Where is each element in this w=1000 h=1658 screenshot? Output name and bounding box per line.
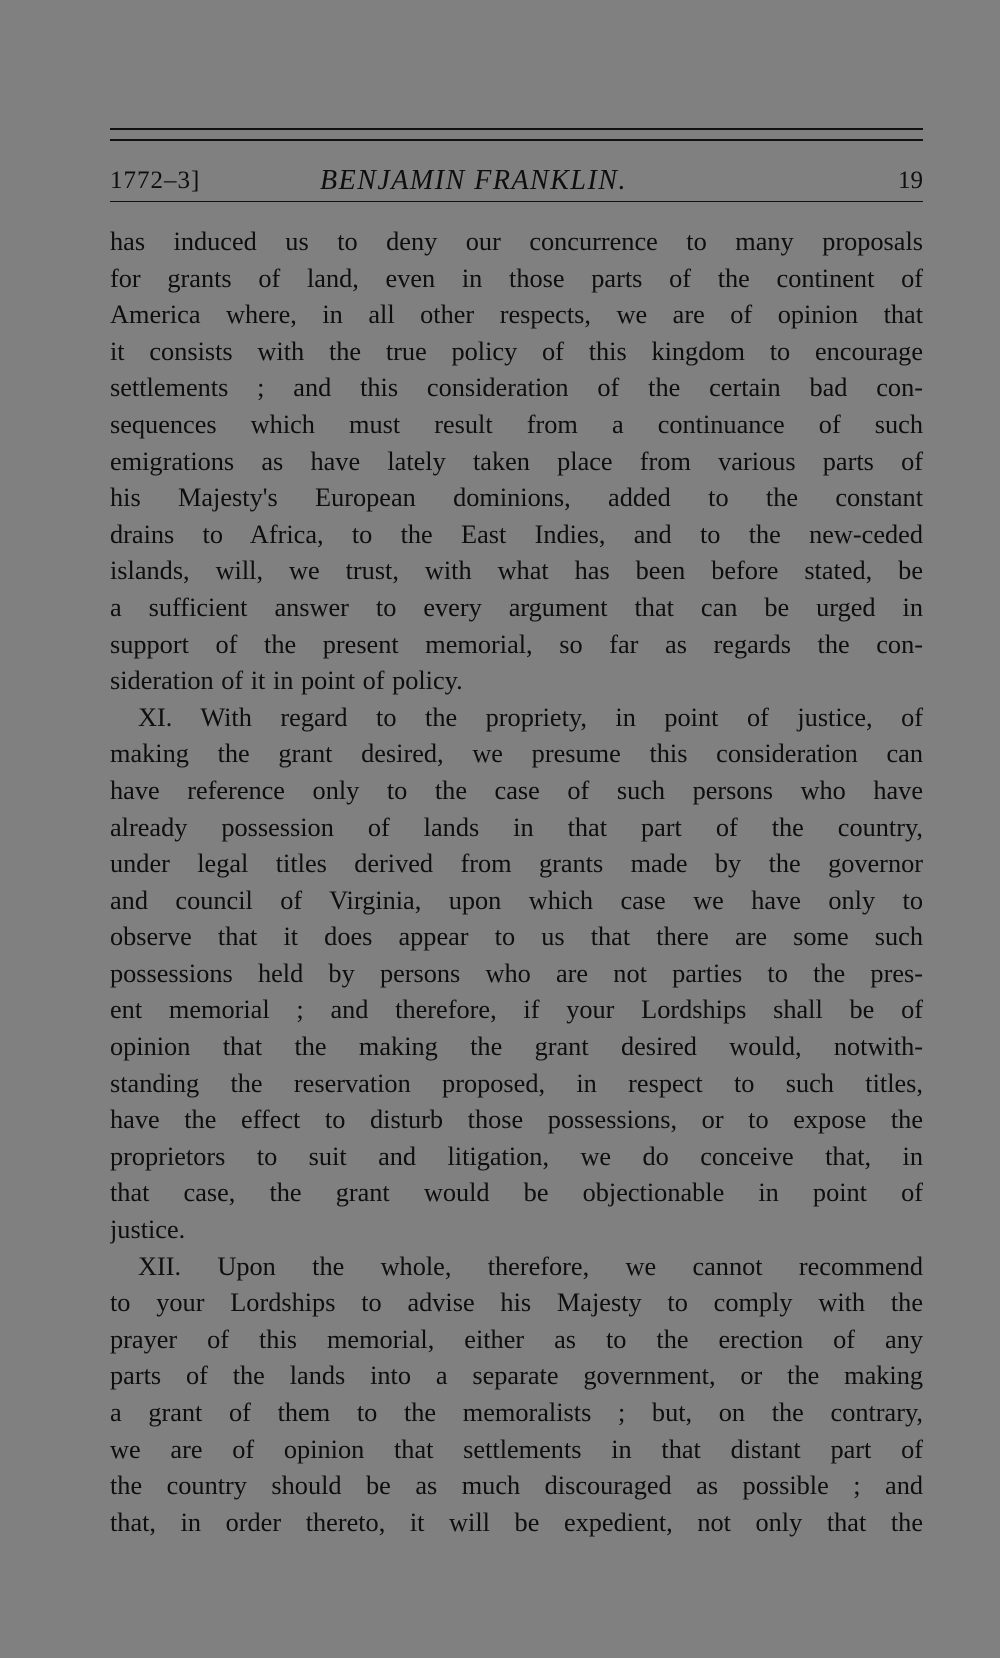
text-line: and council of Virginia, upon which case we have only to (110, 885, 923, 915)
paragraph-first-line: XI. With regard to the propriety, in point of justice, of (138, 702, 923, 732)
text-line: opinion that the making the grant desired would, notwith- (110, 1032, 923, 1062)
text-line: proprietors to suit and litigation, we do conceive that, in (110, 1141, 923, 1171)
text-line: already possession of lands in that part of the country, (110, 812, 923, 842)
text-line: settlements ; and this consideration of the certain bad con- (110, 373, 923, 403)
header-top-rule (110, 128, 923, 130)
text-line: sequences which must result from a continuance of such (110, 409, 923, 439)
page-number: 19 (898, 167, 923, 194)
text-line: has induced us to deny our concurrence to many proposals (110, 227, 923, 256)
text-line: sideration of it in point of policy. (110, 666, 463, 696)
text-line: that case, the grant would be objectionable in point of (110, 1178, 923, 1208)
text-line: islands, will, we trust, with what has been before stated, be (110, 556, 923, 586)
text-line: emigrations as have lately taken place from various parts of (110, 446, 923, 476)
text-line: that, in order thereto, it will be expedient, not only that the (110, 1507, 923, 1537)
running-header (110, 141, 923, 196)
text-line: prayer of this memorial, either as to the erection of any (110, 1324, 923, 1354)
text-line: making the grant desired, we presume this consideration can (110, 739, 923, 769)
text-line: drains to Africa, to the East Indies, and to the new-ceded (110, 519, 923, 549)
text-line: have reference only to the case of such persons who have (110, 775, 923, 805)
text-line: a grant of them to the memoralists ; but, on the contrary, (110, 1398, 923, 1427)
header-bottom-rule (110, 201, 923, 202)
header-date-range: 1772–3] (110, 167, 201, 194)
running-title: BENJAMIN FRANKLIN. (320, 165, 627, 196)
book-page (110, 128, 923, 1541)
text-line: observe that it does appear to us that there are some such (110, 922, 923, 952)
text-line: it consists with the true policy of this kingdom to encourage (110, 336, 923, 366)
text-line: under legal titles derived from grants made by the governor (110, 849, 923, 879)
paragraph-first-line: XII. Upon the whole, therefore, we cannot recommend (138, 1251, 923, 1281)
text-line: we are of opinion that settlements in that distant part of (110, 1434, 923, 1464)
text-line: to your Lordships to advise his Majesty to comply with the (110, 1288, 923, 1318)
text-line: support of the present memorial, so far as regards the con- (110, 629, 923, 659)
text-line: have the effect to disturb those possessions, or to expose the (110, 1105, 923, 1135)
text-line: the country should be as much discouraged as possible ; and (110, 1471, 923, 1501)
text-line: parts of the lands into a separate government, or the making (110, 1361, 923, 1391)
text-line: standing the reservation proposed, in respect to such titles, (110, 1068, 923, 1098)
text-line: justice. (110, 1215, 186, 1245)
text-line: possessions held by persons who are not parties to the pres- (110, 958, 923, 988)
text-line: for grants of land, even in those parts of the continent of (110, 263, 923, 293)
text-line: a sufficient answer to every argument that can be urged in (110, 592, 923, 622)
text-line: his Majesty's European dominions, added to the constant (110, 483, 923, 513)
text-line: America where, in all other respects, we are of opinion that (110, 300, 923, 330)
body-text (110, 224, 923, 1541)
text-line: ent memorial ; and therefore, if your Lordships shall be of (110, 995, 923, 1025)
